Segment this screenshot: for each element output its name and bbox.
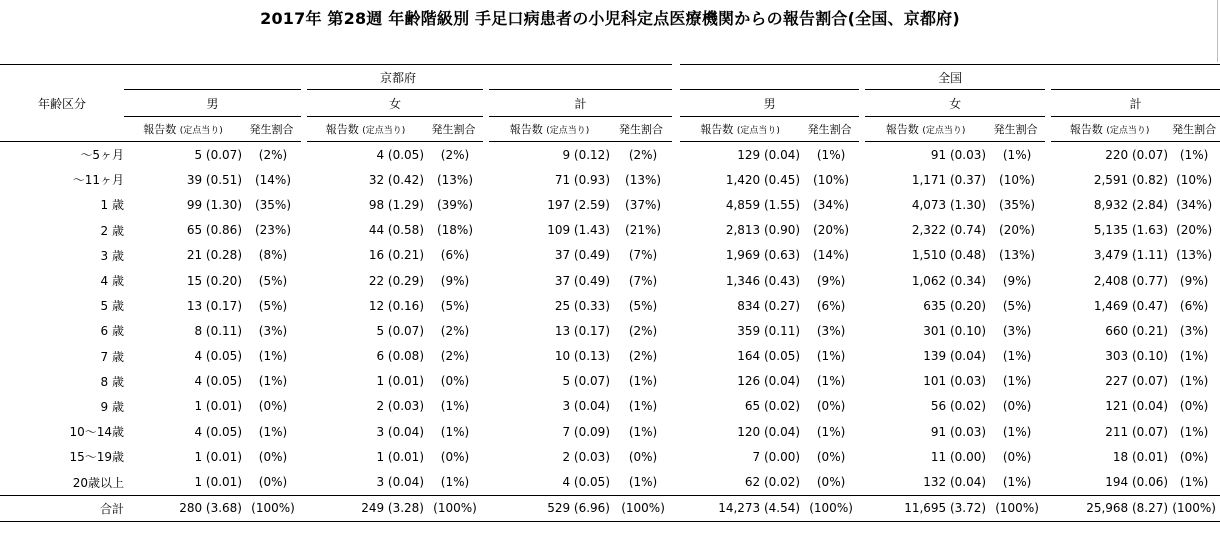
report-count-cell: 164 (0.05) xyxy=(737,349,801,364)
ratio-cell: (1%) xyxy=(258,349,288,364)
table-row xyxy=(0,344,1220,369)
report-count-cell: 37 (0.49) xyxy=(554,248,610,263)
table-row xyxy=(0,369,1220,394)
report-count-cell: 132 (0.04) xyxy=(923,475,987,490)
report-count-cell: 301 (0.10) xyxy=(923,323,987,338)
ratio-cell: (0%) xyxy=(816,449,846,464)
ratio-cell: (9%) xyxy=(1002,273,1032,288)
ratio-cell: (21%) xyxy=(625,223,662,238)
ratio-cell: (13%) xyxy=(436,172,474,187)
ratio-cell: (23%) xyxy=(254,223,292,238)
ratio-cell: (5%) xyxy=(628,298,658,313)
report-count-cell: 303 (0.10) xyxy=(1105,349,1169,364)
ratio-cell: (2%) xyxy=(628,147,658,162)
report-count-cell: 2,591 (0.82) xyxy=(1093,172,1169,187)
table-row xyxy=(0,419,1220,444)
report-count-cell: 14,273 (4.54) xyxy=(676,495,800,521)
ratio-cell: (20%) xyxy=(999,223,1036,238)
ratio-cell: (1%) xyxy=(816,424,846,439)
table-row xyxy=(0,444,1220,469)
age-label: 7 歳 xyxy=(100,349,124,364)
report-count-cell: 1,969 (0.63) xyxy=(725,248,801,263)
report-count-cell: 1,420 (0.45) xyxy=(725,172,801,187)
report-count-cell: 16 (0.21) xyxy=(368,248,424,263)
ratio-cell: (13%) xyxy=(1176,248,1213,263)
report-count-cell: 7 (0.00) xyxy=(752,449,801,464)
ratio-cell: (100%) xyxy=(242,495,304,521)
report-count-cell: 13 (0.17) xyxy=(186,298,242,313)
report-count-cell: 22 (0.29) xyxy=(368,273,424,288)
ratio-column-header: 発生割合 xyxy=(800,117,862,142)
report-count-cell: 91 (0.03) xyxy=(930,424,987,439)
report-count-cell: 2,813 (0.90) xyxy=(725,223,801,238)
sex-header-female: 女 xyxy=(304,90,486,117)
ratio-cell: (39%) xyxy=(436,197,474,212)
report-count-cell: 44 (0.58) xyxy=(368,223,424,238)
report-count-cell: 1,062 (0.34) xyxy=(911,273,987,288)
ratio-cell: (0%) xyxy=(816,475,846,490)
reports-column-header: 報告数 (定点当り) xyxy=(676,117,800,142)
report-count-cell: 21 (0.28) xyxy=(186,248,242,263)
reports-column-header: 報告数 (定点当り) xyxy=(486,117,610,142)
region-header-kyoto: 京都府 xyxy=(124,65,676,90)
age-label: 3 歳 xyxy=(100,248,124,263)
ratio-cell: (0%) xyxy=(628,449,658,464)
report-count-cell: 11 (0.00) xyxy=(930,449,987,464)
report-count-cell: 227 (0.07) xyxy=(1105,374,1169,389)
report-count-cell: 13 (0.17) xyxy=(554,323,610,338)
age-label: 4 歳 xyxy=(100,274,124,289)
report-count-cell: 1,510 (0.48) xyxy=(911,248,987,263)
ratio-cell: (1%) xyxy=(1002,374,1032,389)
ratio-cell: (6%) xyxy=(1179,298,1209,313)
report-count-cell: 98 (1.29) xyxy=(368,197,424,212)
ratio-cell: (1%) xyxy=(816,349,846,364)
report-count-cell: 220 (0.07) xyxy=(1105,147,1169,162)
ratio-cell: (2%) xyxy=(440,147,470,162)
report-count-cell: 101 (0.03) xyxy=(923,374,987,389)
report-count-cell: 32 (0.42) xyxy=(368,172,424,187)
sex-header-total: 計 xyxy=(486,90,676,117)
report-count-cell: 1 (0.01) xyxy=(194,449,242,464)
ratio-cell: (5%) xyxy=(1002,298,1032,313)
ratio-cell: (1%) xyxy=(1002,349,1032,364)
report-count-cell: 3,479 (1.11) xyxy=(1093,248,1169,263)
age-label: 10〜14歳 xyxy=(69,425,124,440)
ratio-column-header: 発生割合 xyxy=(610,117,676,142)
table-row xyxy=(0,394,1220,419)
ratio-cell: (18%) xyxy=(436,223,474,238)
ratio-cell: (13%) xyxy=(625,172,662,187)
report-count-cell: 11,695 (3.72) xyxy=(862,495,986,521)
ratio-cell: (1%) xyxy=(628,424,658,439)
report-count-cell: 1 (0.01) xyxy=(376,374,424,389)
report-count-cell: 8 (0.11) xyxy=(194,323,242,338)
ratio-cell: (14%) xyxy=(813,248,850,263)
age-label: 5 歳 xyxy=(100,299,124,314)
report-count-cell: 126 (0.04) xyxy=(737,374,801,389)
ratio-column-header: 発生割合 xyxy=(424,117,486,142)
ratio-cell: (5%) xyxy=(258,273,288,288)
total-row xyxy=(0,495,1220,521)
table-row xyxy=(0,268,1220,293)
report-count-cell: 3 (0.04) xyxy=(376,475,424,490)
ratio-cell: (1%) xyxy=(816,374,846,389)
reports-column-header: 報告数 (定点当り) xyxy=(862,117,986,142)
report-count-cell: 109 (1.43) xyxy=(547,223,610,238)
report-count-cell: 15 (0.20) xyxy=(186,273,242,288)
report-count-cell: 1,469 (0.47) xyxy=(1093,298,1169,313)
ratio-cell: (0%) xyxy=(258,475,288,490)
age-label: 9 歳 xyxy=(100,399,124,414)
report-count-cell: 4 (0.05) xyxy=(194,349,242,364)
ratio-column-header: 発生割合 xyxy=(1168,117,1220,142)
report-count-cell: 4,859 (1.55) xyxy=(725,197,801,212)
report-count-cell: 359 (0.11) xyxy=(737,323,801,338)
ratio-cell: (1%) xyxy=(258,374,288,389)
table-row xyxy=(0,243,1220,268)
ratio-cell: (1%) xyxy=(1179,349,1209,364)
report-count-cell: 194 (0.06) xyxy=(1105,475,1169,490)
ratio-cell: (0%) xyxy=(440,449,470,464)
page-title: 2017年 第28週 年齢階級別 手足口病患者の小児科定点医療機関からの報告割合(全国、京都府) xyxy=(260,9,960,28)
reports-column-header: 報告数 (定点当り) xyxy=(1048,117,1168,142)
report-count-cell: 56 (0.02) xyxy=(930,399,987,414)
sex-header-total: 計 xyxy=(1048,90,1220,117)
ratio-cell: (9%) xyxy=(1179,273,1209,288)
report-count-cell: 1 (0.01) xyxy=(194,475,242,490)
table-row xyxy=(0,192,1220,217)
age-label: 8 歳 xyxy=(100,374,124,389)
report-count-cell: 4 (0.05) xyxy=(376,147,424,162)
report-count-cell: 121 (0.04) xyxy=(1105,399,1169,414)
ratio-cell: (3%) xyxy=(1002,323,1032,338)
ratio-cell: (2%) xyxy=(440,323,470,338)
table-row xyxy=(0,469,1220,495)
ratio-cell: (20%) xyxy=(1176,223,1213,238)
report-count-cell: 12 (0.16) xyxy=(368,298,424,313)
ratio-cell: (2%) xyxy=(628,323,658,338)
report-count-cell: 37 (0.49) xyxy=(554,273,610,288)
report-count-cell: 1,171 (0.37) xyxy=(911,172,987,187)
ratio-cell: (20%) xyxy=(813,223,850,238)
ratio-cell: (5%) xyxy=(258,298,288,313)
report-count-cell: 18 (0.01) xyxy=(1112,449,1169,464)
report-count-cell: 4,073 (1.30) xyxy=(911,197,987,212)
ratio-cell: (1%) xyxy=(1002,424,1032,439)
ratio-cell: (1%) xyxy=(440,475,470,490)
ratio-cell: (10%) xyxy=(813,172,850,187)
ratio-cell: (0%) xyxy=(440,374,470,389)
ratio-cell: (0%) xyxy=(1002,399,1032,414)
report-count-cell: 10 (0.13) xyxy=(554,349,610,364)
report-count-cell: 2,322 (0.74) xyxy=(911,223,987,238)
report-count-cell: 4 (0.05) xyxy=(194,424,242,439)
age-label: 15〜19歳 xyxy=(69,450,124,465)
report-table xyxy=(0,64,1220,522)
reports-column-header: 報告数 (定点当り) xyxy=(304,117,424,142)
report-count-cell: 4 (0.05) xyxy=(194,374,242,389)
report-count-cell: 2,408 (0.77) xyxy=(1093,273,1169,288)
table-row xyxy=(0,218,1220,243)
ratio-cell: (0%) xyxy=(1179,399,1209,414)
ratio-cell: (0%) xyxy=(1002,449,1032,464)
report-count-cell: 99 (1.30) xyxy=(186,197,242,212)
report-count-cell: 5 (0.07) xyxy=(376,323,424,338)
table-row xyxy=(0,318,1220,343)
ratio-cell: (8%) xyxy=(258,248,288,263)
ratio-cell: (6%) xyxy=(816,298,846,313)
report-count-cell: 25,968 (8.27) xyxy=(1048,495,1168,521)
ratio-cell: (100%) xyxy=(610,495,676,521)
age-label: 1 歳 xyxy=(100,198,124,213)
report-count-cell: 249 (3.28) xyxy=(304,495,424,521)
table-row xyxy=(0,293,1220,318)
report-count-cell: 139 (0.04) xyxy=(923,349,987,364)
age-label: 〜11ヶ月 xyxy=(72,173,124,188)
report-count-cell: 65 (0.02) xyxy=(744,399,801,414)
ratio-cell: (34%) xyxy=(813,197,850,212)
ratio-cell: (7%) xyxy=(628,273,658,288)
ratio-cell: (1%) xyxy=(628,399,658,414)
report-count-cell: 129 (0.04) xyxy=(737,147,801,162)
report-count-cell: 3 (0.04) xyxy=(562,399,610,414)
report-count-cell: 39 (0.51) xyxy=(186,172,242,187)
ratio-cell: (1%) xyxy=(440,424,470,439)
ratio-cell: (3%) xyxy=(1179,323,1209,338)
ratio-cell: (1%) xyxy=(628,475,658,490)
ratio-cell: (9%) xyxy=(816,273,846,288)
report-count-cell: 197 (2.59) xyxy=(547,197,610,212)
ratio-cell: (1%) xyxy=(1002,475,1032,490)
age-label: 6 歳 xyxy=(100,324,124,339)
ratio-cell: (34%) xyxy=(1176,197,1213,212)
age-label: 2 歳 xyxy=(100,223,124,238)
table-row xyxy=(0,167,1220,192)
ratio-cell: (100%) xyxy=(1168,495,1220,521)
reports-column-header: 報告数 (定点当り) xyxy=(124,117,242,142)
report-count-cell: 8,932 (2.84) xyxy=(1093,197,1169,212)
report-count-cell: 7 (0.09) xyxy=(562,424,610,439)
report-count-cell: 120 (0.04) xyxy=(737,424,801,439)
report-count-cell: 71 (0.93) xyxy=(554,172,610,187)
ratio-cell: (2%) xyxy=(628,349,658,364)
ratio-cell: (2%) xyxy=(440,349,470,364)
ratio-cell: (10%) xyxy=(999,172,1036,187)
ratio-cell: (1%) xyxy=(1179,475,1209,490)
region-header-national: 全国 xyxy=(676,65,1220,90)
ratio-cell: (9%) xyxy=(440,273,470,288)
age-group-header: 年齢区分 xyxy=(0,65,124,142)
ratio-cell: (100%) xyxy=(986,495,1048,521)
report-count-cell: 3 (0.04) xyxy=(376,424,424,439)
report-count-cell: 1 (0.01) xyxy=(376,449,424,464)
age-label: 〜5ヶ月 xyxy=(80,148,124,163)
ratio-cell: (1%) xyxy=(1179,147,1209,162)
ratio-cell: (1%) xyxy=(628,374,658,389)
report-count-cell: 1,346 (0.43) xyxy=(725,273,801,288)
sex-header-female: 女 xyxy=(862,90,1048,117)
table-row xyxy=(0,142,1220,168)
ratio-cell: (7%) xyxy=(628,248,658,263)
ratio-cell: (1%) xyxy=(1179,424,1209,439)
report-count-cell: 2 (0.03) xyxy=(376,399,424,414)
report-count-cell: 1 (0.01) xyxy=(194,399,242,414)
ratio-cell: (35%) xyxy=(254,197,292,212)
report-count-cell: 5 (0.07) xyxy=(194,147,242,162)
report-count-cell: 6 (0.08) xyxy=(376,349,424,364)
ratio-cell: (10%) xyxy=(1176,172,1213,187)
report-count-cell: 660 (0.21) xyxy=(1105,323,1169,338)
ratio-cell: (0%) xyxy=(258,399,288,414)
ratio-cell: (0%) xyxy=(1179,449,1209,464)
ratio-cell: (1%) xyxy=(258,424,288,439)
ratio-cell: (1%) xyxy=(1179,374,1209,389)
ratio-column-header: 発生割合 xyxy=(986,117,1048,142)
ratio-cell: (3%) xyxy=(816,323,846,338)
sex-header-male: 男 xyxy=(124,90,304,117)
ratio-cell: (1%) xyxy=(816,147,846,162)
sex-header-male: 男 xyxy=(676,90,862,117)
report-count-cell: 91 (0.03) xyxy=(930,147,987,162)
ratio-cell: (3%) xyxy=(258,323,288,338)
report-count-cell: 9 (0.12) xyxy=(562,147,610,162)
report-count-cell: 2 (0.03) xyxy=(562,449,610,464)
report-count-cell: 529 (6.96) xyxy=(486,495,610,521)
report-count-cell: 5,135 (1.63) xyxy=(1093,223,1169,238)
report-count-cell: 4 (0.05) xyxy=(562,475,610,490)
ratio-cell: (0%) xyxy=(816,399,846,414)
ratio-cell: (2%) xyxy=(258,147,288,162)
report-count-cell: 25 (0.33) xyxy=(554,298,610,313)
ratio-cell: (35%) xyxy=(999,197,1036,212)
age-label: 20歳以上 xyxy=(72,475,124,490)
report-count-cell: 62 (0.02) xyxy=(744,475,801,490)
ratio-cell: (100%) xyxy=(424,495,486,521)
ratio-cell: (13%) xyxy=(999,248,1036,263)
report-count-cell: 280 (3.68) xyxy=(124,495,242,521)
report-count-cell: 211 (0.07) xyxy=(1105,424,1169,439)
ratio-cell: (37%) xyxy=(625,197,662,212)
ratio-cell: (5%) xyxy=(440,298,470,313)
report-count-cell: 65 (0.86) xyxy=(186,223,242,238)
total-label: 合計 xyxy=(0,495,124,521)
ratio-column-header: 発生割合 xyxy=(242,117,304,142)
report-count-cell: 834 (0.27) xyxy=(737,298,801,313)
ratio-cell: (100%) xyxy=(800,495,862,521)
ratio-cell: (0%) xyxy=(258,449,288,464)
ratio-cell: (6%) xyxy=(440,248,470,263)
ratio-cell: (1%) xyxy=(1002,147,1032,162)
ratio-cell: (14%) xyxy=(254,172,292,187)
report-count-cell: 5 (0.07) xyxy=(562,374,610,389)
report-count-cell: 635 (0.20) xyxy=(923,298,987,313)
ratio-cell: (1%) xyxy=(440,399,470,414)
